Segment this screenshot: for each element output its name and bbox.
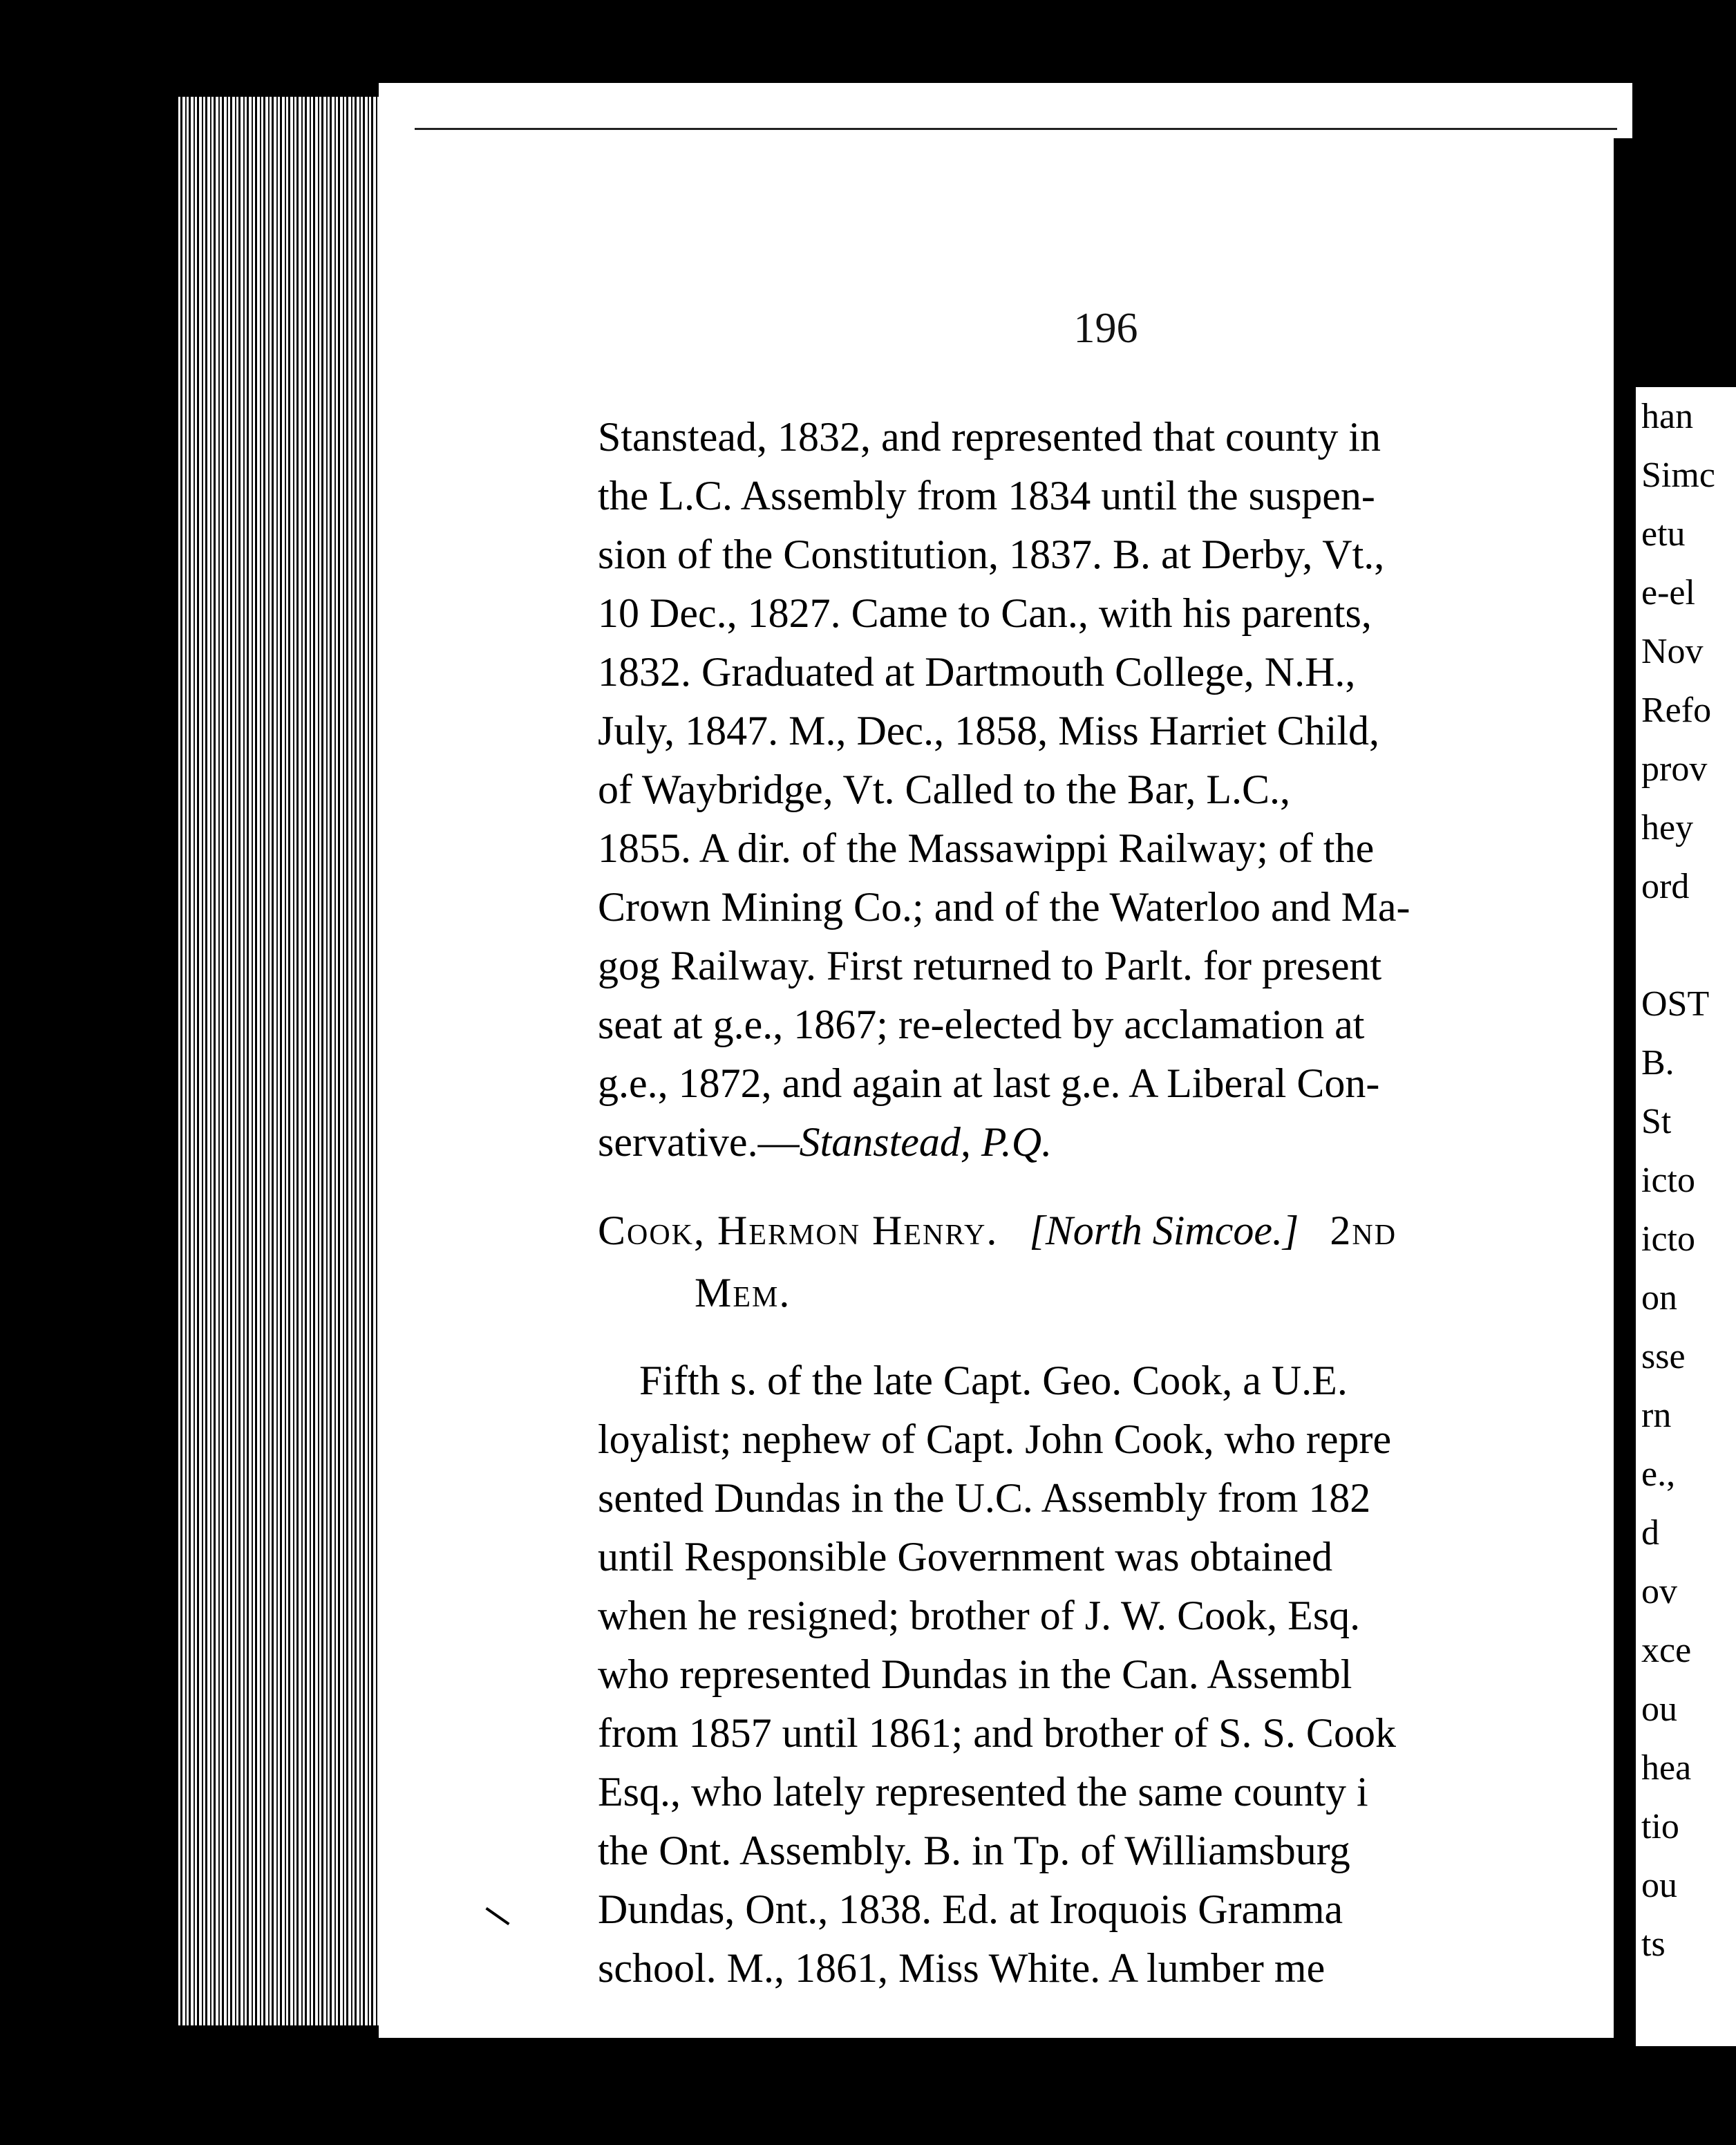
- next-page-fragment: [1636, 916, 1736, 975]
- next-page-fragment: ov: [1641, 1572, 1677, 1611]
- next-page-fragment: OST: [1641, 984, 1710, 1024]
- next-page-fragment: e-el: [1641, 573, 1695, 612]
- page-top-rule: [415, 128, 1617, 130]
- text-line: until Responsible Government was obtained: [598, 1534, 1333, 1580]
- text-line: Esq., who lately represented the same county i: [598, 1769, 1368, 1815]
- next-page-fragment: ts: [1641, 1924, 1666, 1964]
- book-gutter: [1614, 138, 1636, 2060]
- text-line: sented Dundas in the U.C. Assembly from 182: [598, 1475, 1371, 1521]
- entry-name: Cook, Hermon Henry.: [598, 1208, 999, 1253]
- next-page-fragment: e.,: [1641, 1454, 1676, 1494]
- next-page-fragment: prov: [1641, 749, 1708, 789]
- text-line: the Ont. Assembly. B. in Tp. of Williamsburg: [598, 1828, 1350, 1873]
- paragraph-gap: [598, 1324, 1614, 1351]
- next-page-fragment: ou: [1641, 1689, 1677, 1729]
- text-line: 10 Dec., 1827. Came to Can., with his parents,: [598, 590, 1372, 636]
- next-page-fragment: rn: [1641, 1396, 1672, 1435]
- text-line: Fifth s. of the late Capt. Geo. Cook, a U.E.: [639, 1358, 1348, 1403]
- page-number: 196: [1073, 305, 1138, 352]
- text-line: 1855. A dir. of the Massawippi Railway; of the: [598, 825, 1375, 871]
- text-line: the L.C. Assembly from 1834 until the suspen-: [598, 473, 1375, 518]
- text-block: [598, 408, 1614, 1998]
- text-line: from 1857 until 1861; and brother of S. S. Cook: [598, 1710, 1396, 1756]
- next-page-fragment: B.: [1641, 1043, 1674, 1083]
- next-page-fragment: sse: [1641, 1337, 1686, 1376]
- text-line-last: [598, 1113, 1614, 1172]
- place-name: Stanstead, P.Q.: [799, 1119, 1053, 1165]
- text-line: g.e., 1872, and again at last g.e. A Liberal Con-: [598, 1060, 1380, 1106]
- next-page-fragment: etu: [1641, 514, 1686, 554]
- next-page-fragment: hey: [1641, 808, 1694, 847]
- next-page-fragment: d: [1641, 1513, 1659, 1553]
- text-line: sion of the Constitution, 1837. B. at Derby, Vt.,: [598, 532, 1385, 577]
- next-page-fragment: Simc: [1641, 456, 1715, 495]
- text-line: Stanstead, 1832, and represented that county in: [598, 414, 1381, 460]
- next-page-fragment: tio: [1641, 1807, 1679, 1846]
- next-page-fragment: Nov: [1641, 632, 1704, 671]
- next-page-fragment: han: [1641, 397, 1694, 436]
- book-page-edges: [178, 97, 380, 2025]
- next-page-fragment: St: [1641, 1102, 1672, 1141]
- text-line: seat at g.e., 1867; re-elected by acclamation at: [598, 1002, 1365, 1047]
- text-line: Dundas, Ont., 1838. Ed. at Iroquois Gramma: [598, 1886, 1343, 1932]
- entry-heading: [598, 1199, 1614, 1262]
- entry-rank: 2nd: [1330, 1208, 1397, 1253]
- text-line: of Waybridge, Vt. Called to the Bar, L.C.,: [598, 767, 1291, 812]
- next-page-fragment: icto: [1641, 1219, 1695, 1259]
- entry-constituency: [North Simcoe.]: [1029, 1208, 1299, 1253]
- next-page-fragment: on: [1641, 1278, 1677, 1318]
- next-page-fragment: hea: [1641, 1748, 1692, 1788]
- entry-rank-cont: Mem.: [695, 1270, 791, 1315]
- next-page-edge: [1636, 387, 1736, 2046]
- next-page-fragment: Refo: [1641, 691, 1712, 730]
- text-line: when he resigned; brother of J. W. Cook, Esq.: [598, 1593, 1361, 1638]
- text-line: Crown Mining Co.; and of the Waterloo and Ma-: [598, 884, 1410, 930]
- text-line: 1832. Graduated at Dartmouth College, N.H.,: [598, 649, 1356, 695]
- next-page-fragment: ou: [1641, 1866, 1677, 1905]
- text-line: loyalist; nephew of Capt. John Cook, who repre: [598, 1416, 1392, 1462]
- text-line: July, 1847. M., Dec., 1858, Miss Harriet Child,: [598, 708, 1380, 753]
- text-line: gog Railway. First returned to Parlt. for present: [598, 943, 1382, 989]
- next-page-fragment: xce: [1641, 1631, 1692, 1670]
- text-line: school. M., 1861, Miss White. A lumber me: [598, 1945, 1325, 1991]
- text-line: who represented Dundas in the Can. Assembl: [598, 1651, 1352, 1697]
- next-page-fragment: ord: [1641, 867, 1690, 906]
- last-line-text: servative.—: [598, 1119, 800, 1165]
- paragraph-gap: [598, 1172, 1614, 1199]
- next-page-fragment: icto: [1641, 1161, 1695, 1200]
